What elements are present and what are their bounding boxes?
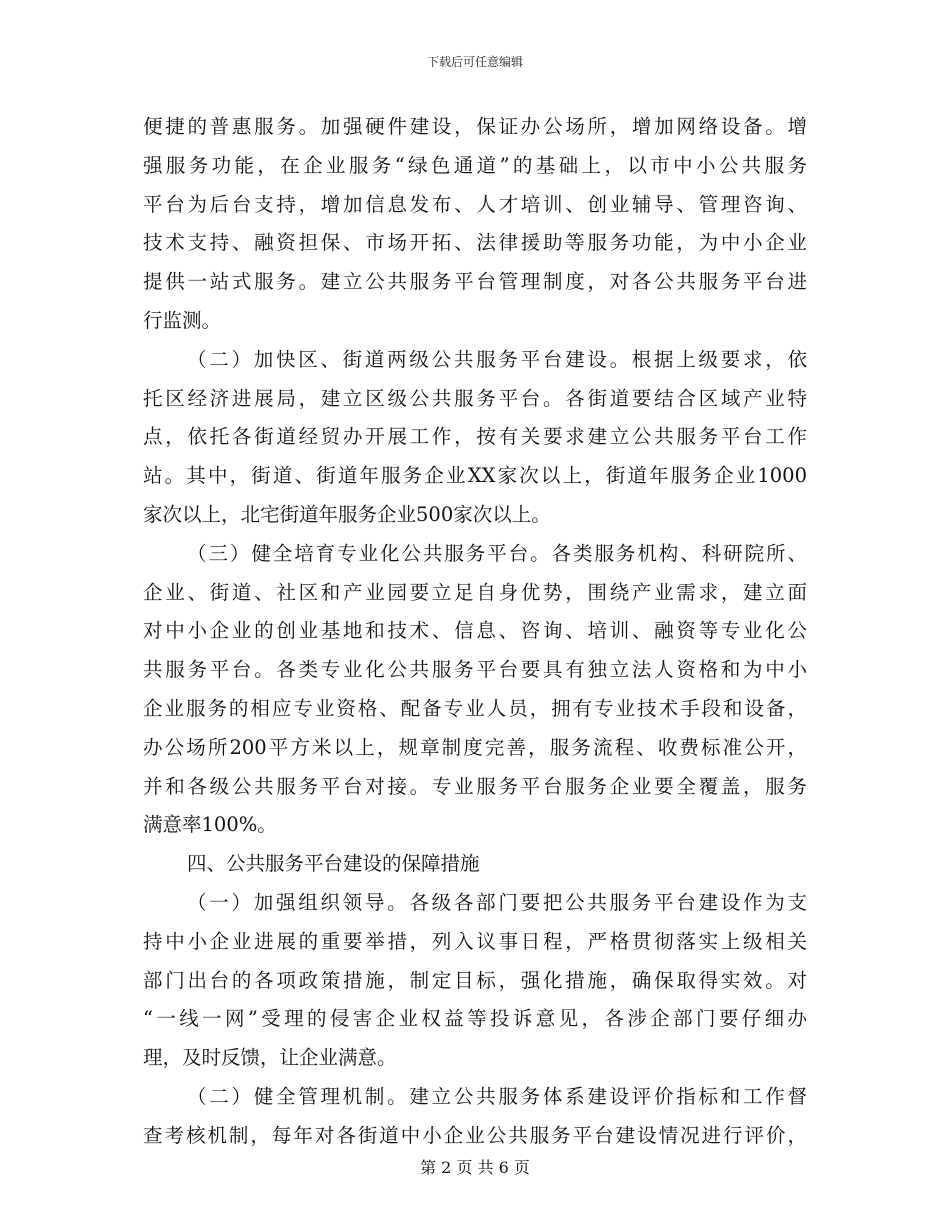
paragraph-start: （二）健全管理机制。建立公共服务体系建设评价指标和工作督: [187, 1084, 807, 1108]
text-line: 提供一站式服务。建立公共服务平台管理制度，对各公共服务平台进: [143, 270, 807, 294]
text-line: 强服务功能，在企业服务“绿色通道”的基础上，以市中小公共服务: [143, 153, 807, 177]
text-line: 对中小企业的创业基地和技术、信息、咨询、培训、融资等专业化公: [143, 619, 807, 643]
text-line: 企业服务的相应专业资格、配备专业人员，拥有专业技术手段和设备，: [143, 696, 807, 720]
text-line: 家次以上，北宅街道年服务企业500家次以上。: [143, 502, 551, 526]
page-header: 下载后可任意编辑: [426, 55, 523, 69]
page-number: 第 2 页 共 6 页: [420, 1158, 530, 1177]
paragraph-start: （一）加强组织领导。各级各部门要把公共服务平台建设作为支: [187, 890, 807, 914]
text-line: 技术支持、融资担保、市场开拓、法律援助等服务功能，为中小企业: [143, 231, 807, 255]
text-line: 托区经济进展局，建立区级公共服务平台。各街道要结合区域产业特: [143, 386, 807, 410]
text-line: 部门出台的各项政策措施，制定目标，强化措施，确保取得实效。对: [143, 968, 807, 992]
document-body: [143, 108, 807, 1156]
paragraph-start: （二）加快区、街道两级公共服务平台建设。根据上级要求，依: [187, 347, 807, 371]
text-line: 并和各级公共服务平台对接。专业服务平台服务企业要全覆盖，服务: [143, 774, 807, 798]
text-line: 点，依托各街道经贸办开展工作，按有关要求建立公共服务平台工作: [143, 425, 807, 449]
text-line: “一线一网”受理的侵害企业权益等投诉意见，各涉企部门要仔细办: [143, 1007, 807, 1031]
text-line: 持中小企业进展的重要举措，列入议事日程，严格贯彻落实上级相关: [143, 929, 807, 953]
text-line: 站。其中，街道、街道年服务企业XX家次以上，街道年服务企业1000: [143, 464, 807, 488]
paragraph-start: （三）健全培育专业化公共服务平台。各类服务机构、科研院所、: [187, 541, 807, 565]
text-line: 共服务平台。各类专业化公共服务平台要具有独立法人资格和为中小: [143, 658, 807, 682]
text-line: 满意率100%。: [143, 813, 277, 837]
text-line: 办公场所200平方米以上，规章制度完善，服务流程、收费标准公开，: [143, 735, 807, 759]
text-line: 行监测。: [143, 308, 222, 332]
text-line: 便捷的普惠服务。加强硬件建设，保证办公场所，增加网络设备。增: [143, 115, 807, 138]
text-line: 企业、街道、社区和产业园要立足自身优势，围绕产业需求，建立面: [143, 580, 807, 604]
text-line: 查考核机制，每年对各街道中小企业公共服务平台建设情况进行评价，: [143, 1123, 807, 1147]
section-heading: 四、公共服务平台建设的保障措施: [187, 852, 480, 876]
text-line: 理，及时反馈，让企业满意。: [143, 1046, 397, 1070]
text-line: 平台为后台支持，增加信息发布、人才培训、创业辅导、管理咨询、: [143, 192, 807, 216]
